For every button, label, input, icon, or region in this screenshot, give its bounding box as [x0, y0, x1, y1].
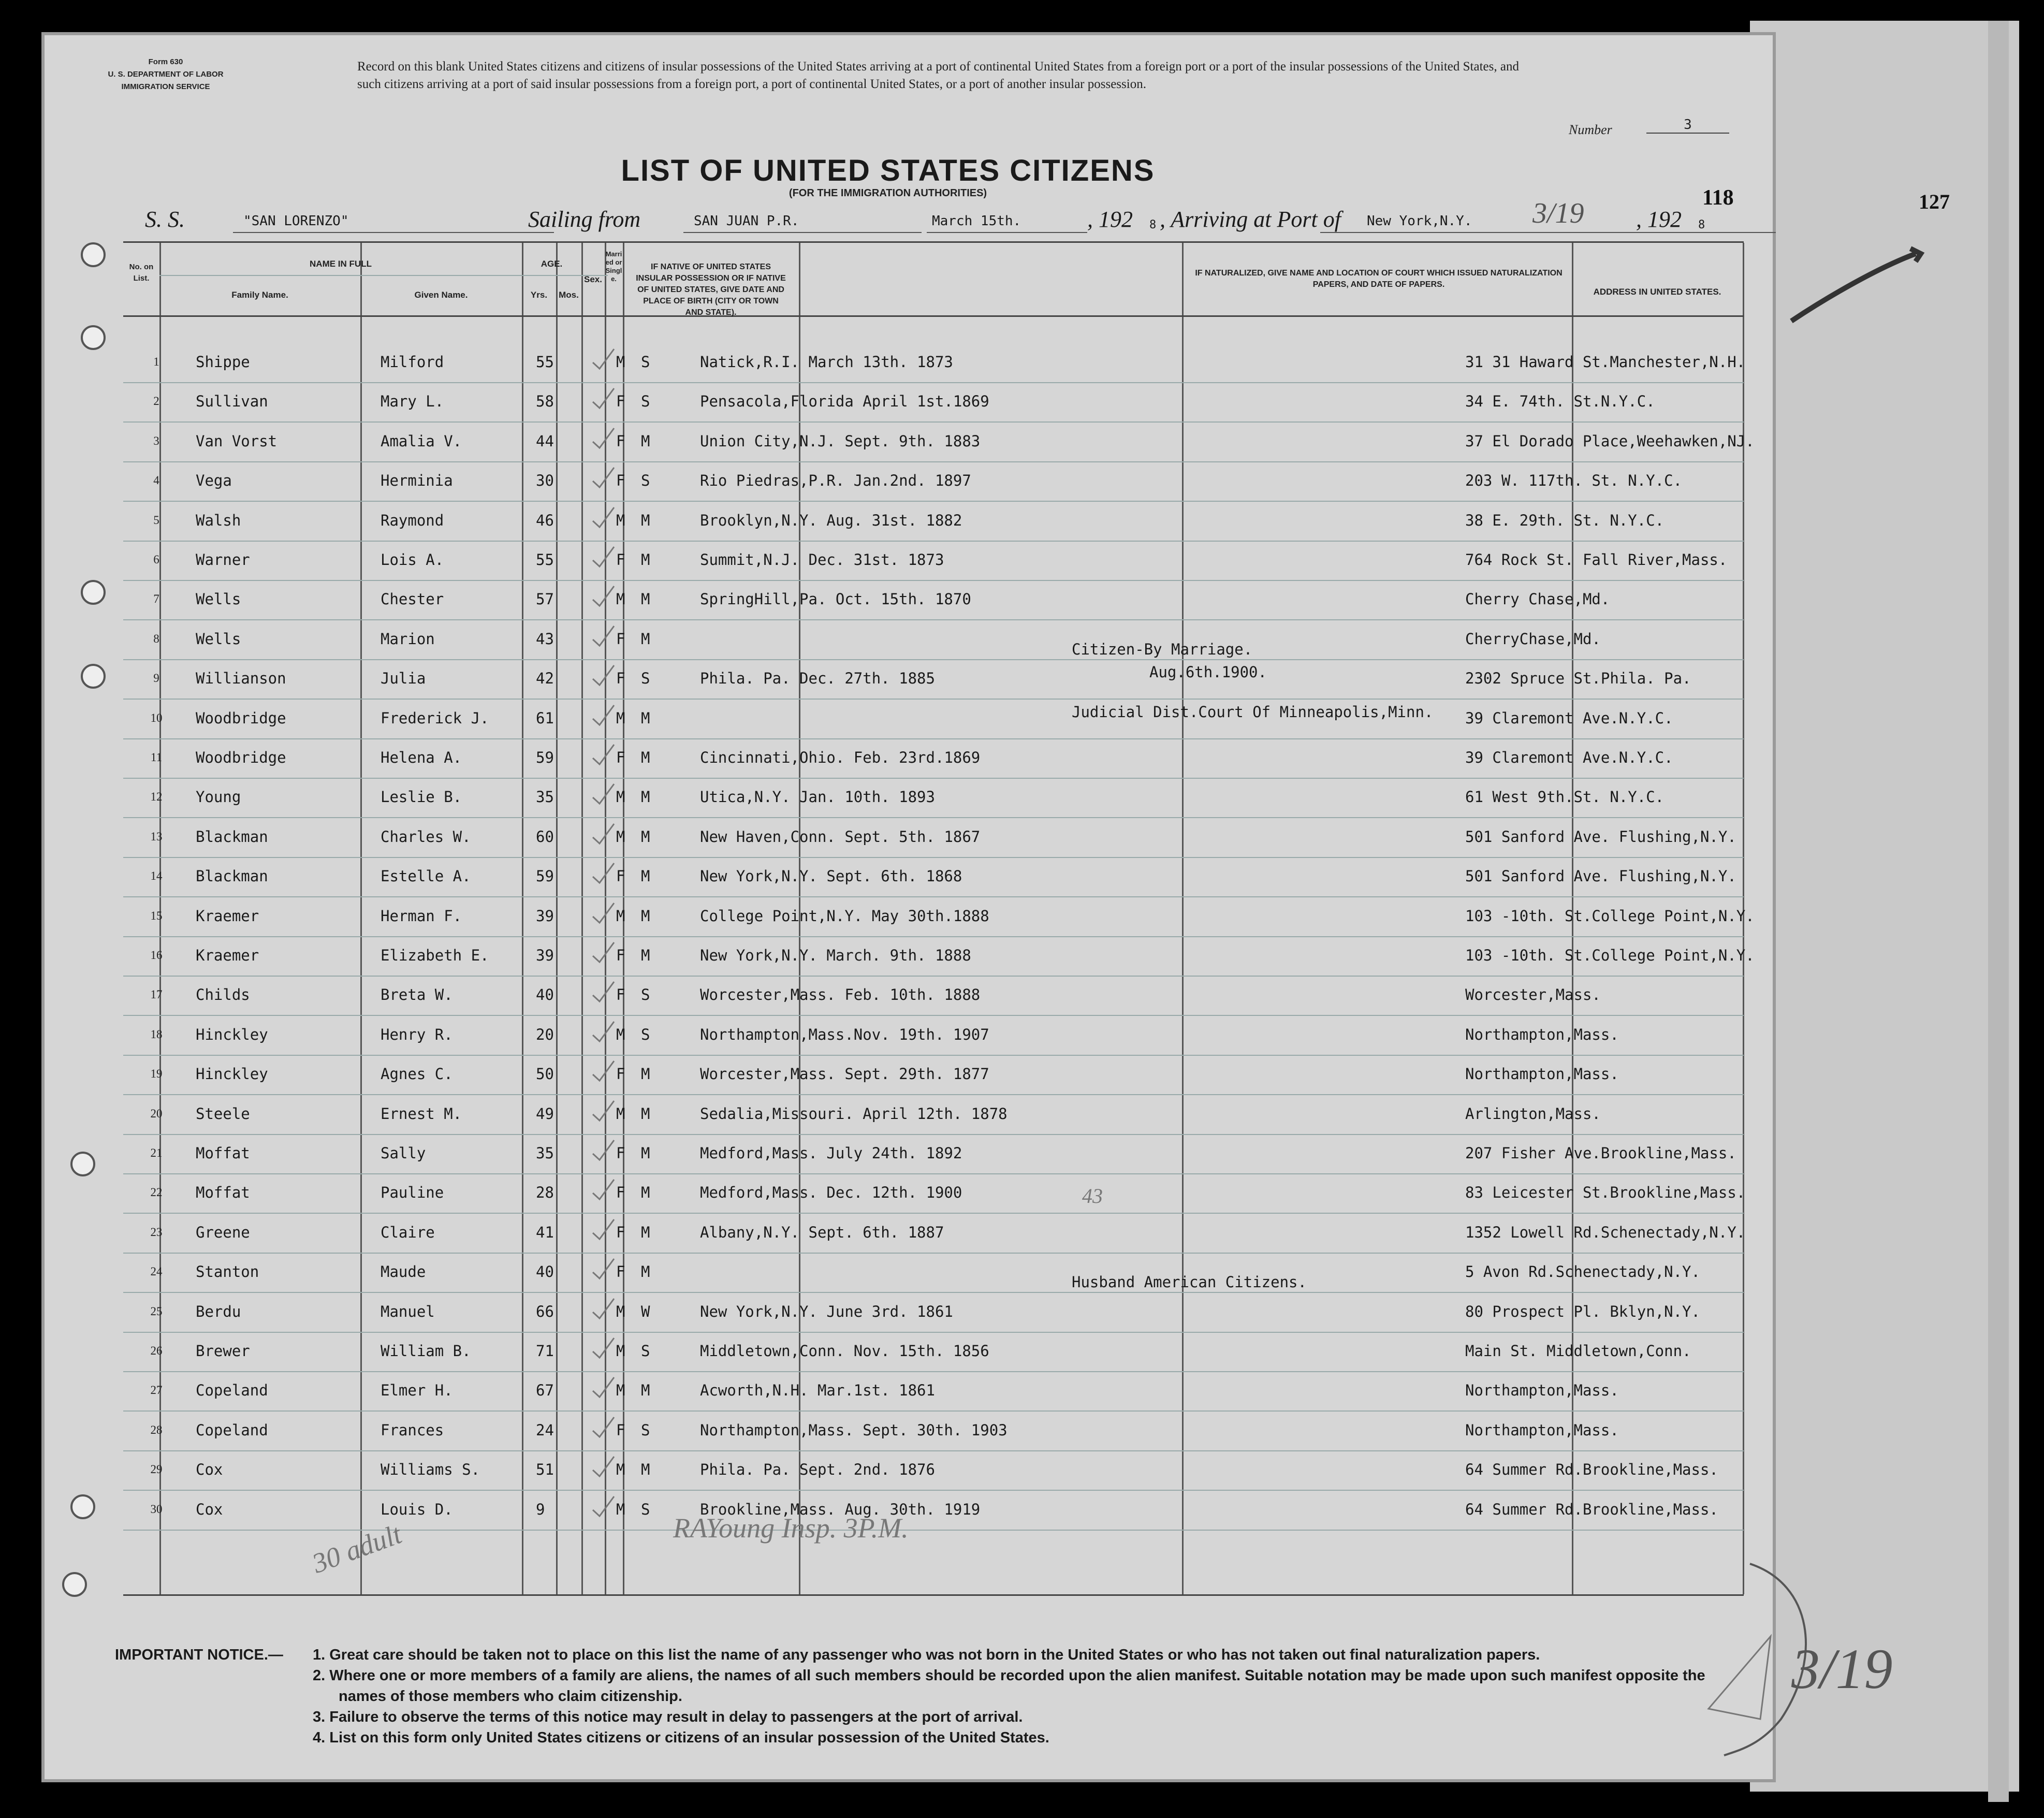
birth-place-date: Brookline,Mass. Aug. 30th. 1919 [700, 1500, 981, 1518]
birth-place-date: Natick,R.I. March 13th. 1873 [700, 353, 953, 371]
row-number: 14 [150, 869, 163, 883]
row-number: 29 [150, 1463, 163, 1476]
col-age: AGE. [541, 259, 563, 269]
marital-status: M [641, 827, 650, 846]
col-birth: IF NATIVE OF UNITED STATES INSULAR POSSESSION OR IF NATIVE OF UNITED STATES, GIVE DATE AND PLACE OF BIRTH (CITY OR TOWN AND STATE). [636, 263, 786, 317]
marital-status: S [641, 986, 650, 1004]
given-name: Charles W. [381, 827, 471, 846]
age-years: 43 [536, 630, 554, 648]
family-name: Steele [196, 1104, 250, 1123]
sex: M [616, 353, 625, 371]
row-number: 23 [150, 1225, 163, 1239]
row-number: 26 [150, 1344, 163, 1357]
sex: F [616, 947, 625, 964]
age-years: 58 [536, 392, 554, 411]
birth-place-date: Acworth,N.H. Mar.1st. 1861 [700, 1381, 935, 1400]
marital-status: M [641, 1184, 650, 1202]
marital-status: S [641, 1421, 650, 1439]
col-yrs: Yrs. [530, 290, 548, 300]
family-name: Wells [196, 630, 241, 648]
naturalization-info: Citizen-By Marriage. [1072, 640, 1253, 658]
row-number: 4 [153, 474, 159, 487]
sex: F [616, 1184, 625, 1202]
sailing-label: Sailing from [528, 207, 641, 232]
us-address: 207 Fisher Ave.Brookline,Mass. [1465, 1144, 1736, 1162]
marital-status: S [641, 1342, 650, 1360]
age-years: 39 [536, 947, 554, 964]
age-years: 66 [536, 1302, 554, 1320]
us-address: 1352 Lowell Rd.Schenectady,N.Y. [1465, 1223, 1746, 1241]
family-name: Stanton [196, 1263, 259, 1281]
given-name: Raymond [381, 511, 444, 529]
marital-status: M [641, 551, 650, 569]
col-given: Given Name. [414, 290, 468, 300]
marital-status: M [641, 867, 650, 885]
family-name: Kraemer [196, 947, 259, 964]
birth-place-date: Medford,Mass. July 24th. 1892 [700, 1144, 962, 1162]
sex: F [616, 1421, 625, 1439]
marital-status: W [641, 1302, 650, 1320]
row-number: 16 [150, 949, 163, 962]
family-name: Woodbridge [196, 709, 286, 727]
col-name-in-full: NAME IN FULL [310, 259, 372, 269]
us-address: CherryChase,Md. [1465, 630, 1601, 648]
us-address: 64 Summer Rd.Brookline,Mass. [1465, 1500, 1718, 1518]
row-number: 19 [150, 1067, 163, 1081]
year2-prefix: , 192 [1636, 207, 1682, 232]
notice-item: 2. Where one or more members of a family are aliens, the names of all such members should be recorded upon the alien manifest. Suitable notation may be made upon such manifest opposite the names of those members who claim citizenship. [313, 1667, 1705, 1705]
sex: M [616, 1104, 625, 1123]
us-address: 103 -10th. St.College Point,N.Y. [1465, 907, 1755, 925]
family-name: Cox [196, 1500, 223, 1518]
family-name: Sullivan [196, 392, 268, 411]
marital-status: M [641, 947, 650, 964]
ship-name: "SAN LORENZO" [243, 213, 349, 229]
age-years: 59 [536, 867, 554, 885]
naturalization-info: Aug.6th.1900. [1149, 663, 1267, 681]
birth-place-date: Rio Piedras,P.R. Jan.2nd. 1897 [700, 472, 971, 490]
family-name: Copeland [196, 1381, 268, 1400]
row-number: 18 [150, 1027, 163, 1041]
family-name: Wells [196, 590, 241, 608]
notice-lead: IMPORTANT NOTICE.— [115, 1647, 283, 1663]
sex: M [616, 1381, 625, 1400]
marital-status: M [641, 907, 650, 925]
sex: F [616, 392, 625, 411]
sex: M [616, 788, 625, 806]
given-name: Mary L. [381, 392, 444, 411]
family-name: Copeland [196, 1421, 268, 1439]
age-years: 44 [536, 432, 554, 450]
marital-status: S [641, 1025, 650, 1043]
row-number: 25 [150, 1304, 163, 1318]
family-name: Hinckley [196, 1025, 268, 1043]
marital-status: M [641, 1223, 650, 1241]
us-address: Northampton,Mass. [1465, 1065, 1619, 1083]
given-name: Williams S. [381, 1461, 480, 1479]
us-address: Cherry Chase,Md. [1465, 590, 1610, 608]
family-name: Moffat [196, 1184, 250, 1202]
family-name: Blackman [196, 867, 268, 885]
sex: F [616, 630, 625, 648]
age-years: 57 [536, 590, 554, 608]
us-address: Northampton,Mass. [1465, 1421, 1619, 1439]
year2-digit: 8 [1698, 219, 1705, 231]
row-number: 8 [153, 632, 159, 645]
family-name: Hinckley [196, 1065, 268, 1083]
family-name: Kraemer [196, 907, 259, 925]
age-years: 39 [536, 907, 554, 925]
us-address: 38 E. 29th. St. N.Y.C. [1465, 511, 1665, 529]
birth-place-date: Phila. Pa. Sept. 2nd. 1876 [700, 1461, 935, 1479]
given-name: Elmer H. [381, 1381, 453, 1400]
col-mos: Mos. [559, 290, 579, 300]
given-name: Pauline [381, 1184, 444, 1202]
given-name: Manuel [381, 1302, 435, 1320]
birth-place-date: Northampton,Mass. Sept. 30th. 1903 [700, 1421, 1008, 1439]
sex: M [616, 590, 625, 608]
us-address: Worcester,Mass. [1465, 986, 1601, 1004]
age-years: 9 [536, 1500, 545, 1518]
birth-place-date: Cincinnati,Ohio. Feb. 23rd.1869 [700, 749, 981, 766]
number-label: Number [1569, 122, 1612, 137]
age-years: 46 [536, 511, 554, 529]
given-name: Milford [381, 353, 444, 371]
given-name: Louis D. [381, 1500, 453, 1518]
sex: M [616, 1302, 625, 1320]
sailing-from: SAN JUAN P.R. [694, 213, 799, 229]
birth-place-date: Summit,N.J. Dec. 31st. 1873 [700, 551, 944, 569]
age-years: 55 [536, 353, 554, 371]
birth-place-date: New Haven,Conn. Sept. 5th. 1867 [700, 827, 981, 846]
page-subtitle: (FOR THE IMMIGRATION AUTHORITIES) [789, 187, 987, 199]
us-address: 39 Claremont Ave.N.Y.C. [1465, 749, 1673, 766]
birth-place-date: New York,N.Y. June 3rd. 1861 [700, 1302, 953, 1320]
birth-place-date: Sedalia,Missouri. April 12th. 1878 [700, 1104, 1008, 1123]
family-name: Blackman [196, 827, 268, 846]
age-years: 24 [536, 1421, 554, 1439]
us-address: 80 Prospect Pl. Bklyn,N.Y. [1465, 1302, 1700, 1320]
given-name: Chester [381, 590, 444, 608]
ship-prefix: S. S. [145, 207, 185, 232]
given-name: Ernest M. [381, 1104, 462, 1123]
family-name: Young [196, 788, 241, 806]
age-years: 51 [536, 1461, 554, 1479]
sex: F [616, 432, 625, 450]
naturalization-info: Husband American Citizens. [1072, 1273, 1307, 1291]
age-years: 28 [536, 1184, 554, 1202]
family-name: Berdu [196, 1302, 241, 1320]
birth-place-date: Phila. Pa. Dec. 27th. 1885 [700, 670, 935, 688]
marital-status: M [641, 1461, 650, 1479]
age-years: 40 [536, 986, 554, 1004]
intro-text: Record on this blank United States citizens and citizens of insular possessions of the United States arriving at a port of continental United States from a foreign port or a port of the insular possessions of the United States, and such citizens arriving at a port of said insular possessions from a foreign port, a port of continental United States, or a port of another insular possession. [357, 60, 1519, 91]
birth-place-date: Worcester,Mass. Feb. 10th. 1888 [700, 986, 981, 1004]
row-number: 11 [150, 751, 163, 764]
marital-status: M [641, 630, 650, 648]
given-name: Leslie B. [381, 788, 462, 806]
given-name: Estelle A. [381, 867, 471, 885]
age-years: 61 [536, 709, 554, 727]
sex: M [616, 1025, 625, 1043]
us-address: 501 Sanford Ave. Flushing,N.Y. [1465, 827, 1736, 846]
us-address: Northampton,Mass. [1465, 1381, 1619, 1400]
given-name: Julia [381, 670, 426, 688]
sex: F [616, 986, 625, 1004]
row-number: 2 [153, 395, 159, 408]
naturalization-info: Judicial Dist.Court Of Minneapolis,Minn. [1072, 703, 1434, 721]
age-years: 42 [536, 670, 554, 688]
us-address: 501 Sanford Ave. Flushing,N.Y. [1465, 867, 1736, 885]
age-years: 60 [536, 827, 554, 846]
age-years: 55 [536, 551, 554, 569]
us-address: 764 Rock St. Fall River,Mass. [1465, 551, 1728, 569]
family-name: Childs [196, 986, 250, 1004]
arriving-label: , Arriving at Port of [1160, 207, 1341, 232]
sex: M [616, 709, 625, 727]
us-address: Northampton,Mass. [1465, 1025, 1619, 1043]
sex: F [616, 1263, 625, 1281]
sex: M [616, 907, 625, 925]
us-address: 61 West 9th.St. N.Y.C. [1465, 788, 1665, 806]
sex: F [616, 472, 625, 490]
age-years: 49 [536, 1104, 554, 1123]
birth-place-date: Middletown,Conn. Nov. 15th. 1856 [700, 1342, 989, 1360]
us-address: Main St. Middletown,Conn. [1465, 1342, 1691, 1360]
marital-status: M [641, 788, 650, 806]
sex: F [616, 749, 625, 766]
given-name: Amalia V. [381, 432, 462, 450]
service-name: IMMIGRATION SERVICE [121, 82, 210, 91]
given-name: Maude [381, 1263, 426, 1281]
sex: F [616, 1223, 625, 1241]
row-number: 30 [150, 1502, 163, 1516]
page-number: 118 [1702, 186, 1734, 210]
given-name: Frances [381, 1421, 444, 1439]
family-name: Brewer [196, 1342, 250, 1360]
us-address: 39 Claremont Ave.N.Y.C. [1465, 709, 1673, 727]
us-address: 103 -10th. St.College Point,N.Y. [1465, 947, 1755, 964]
row-number: 1 [153, 355, 159, 368]
number-value: 3 [1646, 117, 1729, 134]
col-naturalized: IF NATURALIZED, GIVE NAME AND LOCATION OF COURT WHICH ISSUED NATURALIZATION PAPERS, AND DATE OF PAPERS. [1195, 269, 1563, 289]
family-name: Van Vorst [196, 432, 278, 450]
marital-status: S [641, 472, 650, 490]
birth-place-date: Worcester,Mass. Sept. 29th. 1877 [700, 1065, 989, 1083]
row-number: 7 [153, 592, 159, 606]
year1-digit: 8 [1149, 219, 1157, 231]
row-number: 17 [150, 988, 163, 1001]
sex: F [616, 670, 625, 688]
given-name: Claire [381, 1223, 435, 1241]
row-number: 5 [153, 513, 159, 527]
marital-status: M [641, 749, 650, 766]
us-address: 37 El Dorado Place,Weehawken,NJ. [1465, 432, 1755, 450]
age-years: 50 [536, 1065, 554, 1083]
marital-status: S [641, 392, 650, 411]
sex: M [616, 1500, 625, 1518]
marital-status: S [641, 353, 650, 371]
birth-place-date: Albany,N.Y. Sept. 6th. 1887 [700, 1223, 944, 1241]
sex: F [616, 1144, 625, 1162]
birth-place-date: Utica,N.Y. Jan. 10th. 1893 [700, 788, 935, 806]
row-number: 10 [150, 711, 163, 724]
us-address: Arlington,Mass. [1465, 1104, 1601, 1123]
arriving-port: New York,N.Y. [1367, 213, 1472, 229]
row-number: 12 [150, 790, 163, 804]
inspector-signature: RAYoung Insp. 3P.M. [673, 1512, 909, 1544]
col-no: No. on List. [129, 263, 154, 283]
notice-item: 3. Failure to observe the terms of this notice may result in delay to passengers at the port of arrival. [313, 1709, 1023, 1725]
given-name: Elizabeth E. [381, 947, 489, 964]
notice-item: 1. Great care should be taken not to place on this list the name of any passenger who was not born in the United States or who has not taken out final naturalization papers. [313, 1647, 1540, 1663]
row-number: 9 [153, 672, 159, 685]
marital-status: M [641, 432, 650, 450]
marital-status: M [641, 709, 650, 727]
marital-status: M [641, 1144, 650, 1162]
notice-item: 4. List on this form only United States citizens or citizens of an insular possession of the United States. [313, 1729, 1049, 1746]
sex: M [616, 1461, 625, 1479]
row-number: 13 [150, 830, 163, 843]
sex: M [616, 827, 625, 846]
birth-place-date: Union City,N.J. Sept. 9th. 1883 [700, 432, 981, 450]
corner-note: 3/19 [1791, 1637, 1893, 1700]
us-address: 5 Avon Rd.Schenectady,N.Y. [1465, 1263, 1700, 1281]
page-title: LIST OF UNITED STATES CITIZENS [621, 154, 1155, 187]
birth-place-date: New York,N.Y. Sept. 6th. 1868 [700, 867, 962, 885]
col-sex: Sex. [584, 274, 602, 284]
marital-status: M [641, 1381, 650, 1400]
row-number: 27 [150, 1384, 163, 1397]
marital-status: M [641, 1263, 650, 1281]
birth-place-date: College Point,N.Y. May 30th.1888 [700, 907, 989, 925]
arriving-date: 3/19 [1532, 197, 1584, 229]
marital-status: M [641, 590, 650, 608]
sex: M [616, 511, 625, 529]
birth-place-date: Northampton,Mass.Nov. 19th. 1907 [700, 1025, 989, 1043]
naturalization-info: 43 [1082, 1184, 1103, 1208]
marital-status: S [641, 670, 650, 688]
form-number: Form 630 [148, 57, 183, 66]
given-name: Herminia [381, 472, 453, 490]
sailing-date: March 15th. [932, 213, 1021, 229]
row-number: 21 [150, 1146, 163, 1159]
given-name: Marion [381, 630, 435, 648]
given-name: Helena A. [381, 749, 462, 766]
age-years: 59 [536, 749, 554, 766]
us-address: 83 Leicester St.Brookline,Mass. [1465, 1184, 1746, 1202]
birth-place-date: Medford,Mass. Dec. 12th. 1900 [700, 1184, 962, 1202]
age-years: 41 [536, 1223, 554, 1241]
us-address: 203 W. 117th. St. N.Y.C. [1465, 472, 1683, 490]
given-name: Frederick J. [381, 709, 489, 727]
family-name: Cox [196, 1461, 223, 1479]
us-address: 64 Summer Rd.Brookline,Mass. [1465, 1461, 1718, 1479]
row-number: 28 [150, 1423, 163, 1436]
given-name: William B. [381, 1342, 471, 1360]
birth-place-date: SpringHill,Pa. Oct. 15th. 1870 [700, 590, 971, 608]
age-years: 40 [536, 1263, 554, 1281]
age-years: 20 [536, 1025, 554, 1043]
sex: F [616, 1065, 625, 1083]
us-address: 34 E. 74th. St.N.Y.C. [1465, 392, 1655, 411]
given-name: Herman F. [381, 907, 462, 925]
col-family: Family Name. [231, 290, 288, 300]
birth-place-date: New York,N.Y. March. 9th. 1888 [700, 947, 971, 964]
age-years: 30 [536, 472, 554, 490]
sex: M [616, 1342, 625, 1360]
col-address: ADDRESS IN UNITED STATES. [1593, 287, 1721, 297]
family-name: Vega [196, 472, 232, 490]
marital-status: M [641, 1104, 650, 1123]
us-address: 31 31 Haward St.Manchester,N.H. [1465, 353, 1746, 371]
year1-prefix: , 192 [1087, 207, 1133, 232]
col-married: Married or Single. [605, 250, 622, 283]
age-years: 67 [536, 1381, 554, 1400]
margin-note: 30 adult [308, 1518, 406, 1579]
family-name: Shippe [196, 353, 250, 371]
given-name: Breta W. [381, 986, 453, 1004]
row-number: 3 [153, 434, 159, 447]
age-years: 35 [536, 788, 554, 806]
given-name: Sally [381, 1144, 426, 1162]
page-number-alt: 127 [1919, 190, 1950, 213]
us-address: 2302 Spruce St.Phila. Pa. [1465, 670, 1691, 688]
marital-status: S [641, 1500, 650, 1518]
row-number: 15 [150, 909, 163, 922]
family-name: Moffat [196, 1144, 250, 1162]
department-name: U. S. DEPARTMENT OF LABOR [108, 70, 224, 79]
row-number: 20 [150, 1107, 163, 1120]
given-name: Henry R. [381, 1025, 453, 1043]
given-name: Agnes C. [381, 1065, 453, 1083]
family-name: Greene [196, 1223, 250, 1241]
given-name: Lois A. [381, 551, 444, 569]
birth-place-date: Pensacola,Florida April 1st.1869 [700, 392, 989, 411]
marital-status: M [641, 1065, 650, 1083]
family-name: Warner [196, 551, 250, 569]
row-number: 6 [153, 553, 159, 566]
age-years: 35 [536, 1144, 554, 1162]
sex: F [616, 867, 625, 885]
family-name: Walsh [196, 511, 241, 529]
marital-status: M [641, 511, 650, 529]
birth-place-date: Brooklyn,N.Y. Aug. 31st. 1882 [700, 511, 962, 529]
age-years: 71 [536, 1342, 554, 1360]
row-number: 22 [150, 1186, 163, 1199]
family-name: Woodbridge [196, 749, 286, 766]
family-name: Willianson [196, 670, 286, 688]
row-number: 24 [150, 1265, 163, 1278]
sex: F [616, 551, 625, 569]
